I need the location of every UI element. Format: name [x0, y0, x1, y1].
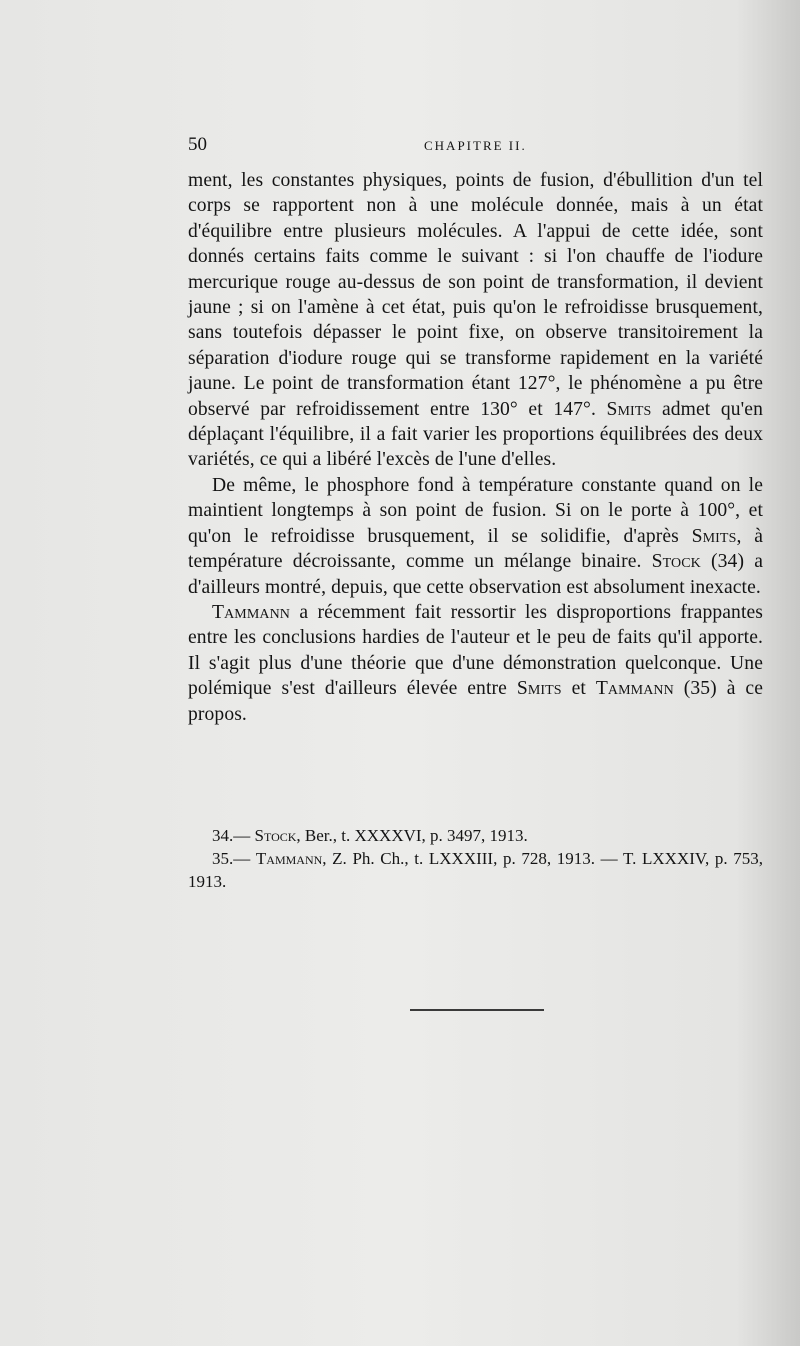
paragraph-2	[188, 473, 763, 600]
footnotes	[188, 824, 763, 893]
paragraph-1-text-a: ment, les constantes physiques, points de fusion, d'ébullition d'un tel corps se rapportent non à une molécule donnée, mais à un état d'équilibre entre plusieurs molécules. A l'appui de cette idée, sont donnés certains faits comme le suivant : si l'on chauffe de l'iodure mercurique rouge au-dessus de son point de transformation, il devient jaune ; si on l'amène à cet état, puis qu'on le refroidisse brusquement, sans toutefois dépasser le point fixe, on observe transitoirement la séparation d'iodure rouge qui se transforme rapidement en la variété jaune. Le point de transformation étant 127°, le phénomène a pu être observé par refroidissement entre 130° et 147°.	[188, 170, 763, 420]
page-number: 50	[188, 134, 207, 155]
footnote-number: 34.—	[212, 826, 251, 845]
running-title: CHAPITRE II.	[424, 138, 527, 153]
paragraph-2-text-c: (34) a d'ailleurs montré, depuis, que cette observation est absolument inexacte.	[188, 551, 764, 598]
author-name: Tammann	[595, 678, 674, 700]
paragraph-3-text-c: (35) à ce propos.	[188, 678, 764, 725]
paragraph-3	[188, 600, 763, 727]
page-header	[188, 134, 758, 158]
author-name: Tammann	[212, 601, 291, 623]
footnote-35	[188, 847, 763, 893]
footnote-34	[188, 824, 763, 847]
author-name: Smits	[516, 678, 562, 700]
body-text	[188, 168, 763, 727]
paragraph-3-text-a: a récemment fait ressortir les disproportions frappantes entre les conclusions hardies de l'auteur et le peu de faits qu'il apporte. Il s'agit plus d'une théorie que d'une démonstration quelconque. Une polémique s'est d'ailleurs élevée entre	[188, 601, 764, 700]
author-name: Smits	[606, 398, 652, 420]
paragraph-1	[188, 168, 763, 473]
footnote-number: 35.—	[212, 849, 251, 868]
author-name: Stock	[651, 551, 701, 573]
footnote-text: , Ber., t. XXXXVI, p. 3497, 1913.	[296, 826, 528, 845]
paragraph-3-text-b: et	[571, 678, 586, 700]
end-rule	[410, 1009, 544, 1011]
paragraph-2-text-a: De même, le phosphore fond à température constante quand on le maintient longtemps à son point de fusion. Si on le porte à 100°, et qu'on le refroidisse brusquement, il se solidifie, d'après	[188, 474, 763, 547]
footnote-author: Tammann	[255, 849, 323, 868]
footnote-text: , Z. Ph. Ch., t. LXXXIII, p. 728, 1913. — T. LXXXIV, p. 753, 1913.	[188, 849, 763, 891]
footnote-author: Stock	[254, 826, 297, 845]
author-name: Smits	[691, 525, 737, 547]
paragraph-1-text-b: admet qu'en déplaçant l'équilibre, il a fait varier les proportions équilibrées des deux variétés, ce qui a libéré l'excès de l'une d'elles.	[188, 398, 763, 471]
paragraph-2-text-b: , à température décroissante, comme un mélange binaire.	[188, 525, 764, 573]
